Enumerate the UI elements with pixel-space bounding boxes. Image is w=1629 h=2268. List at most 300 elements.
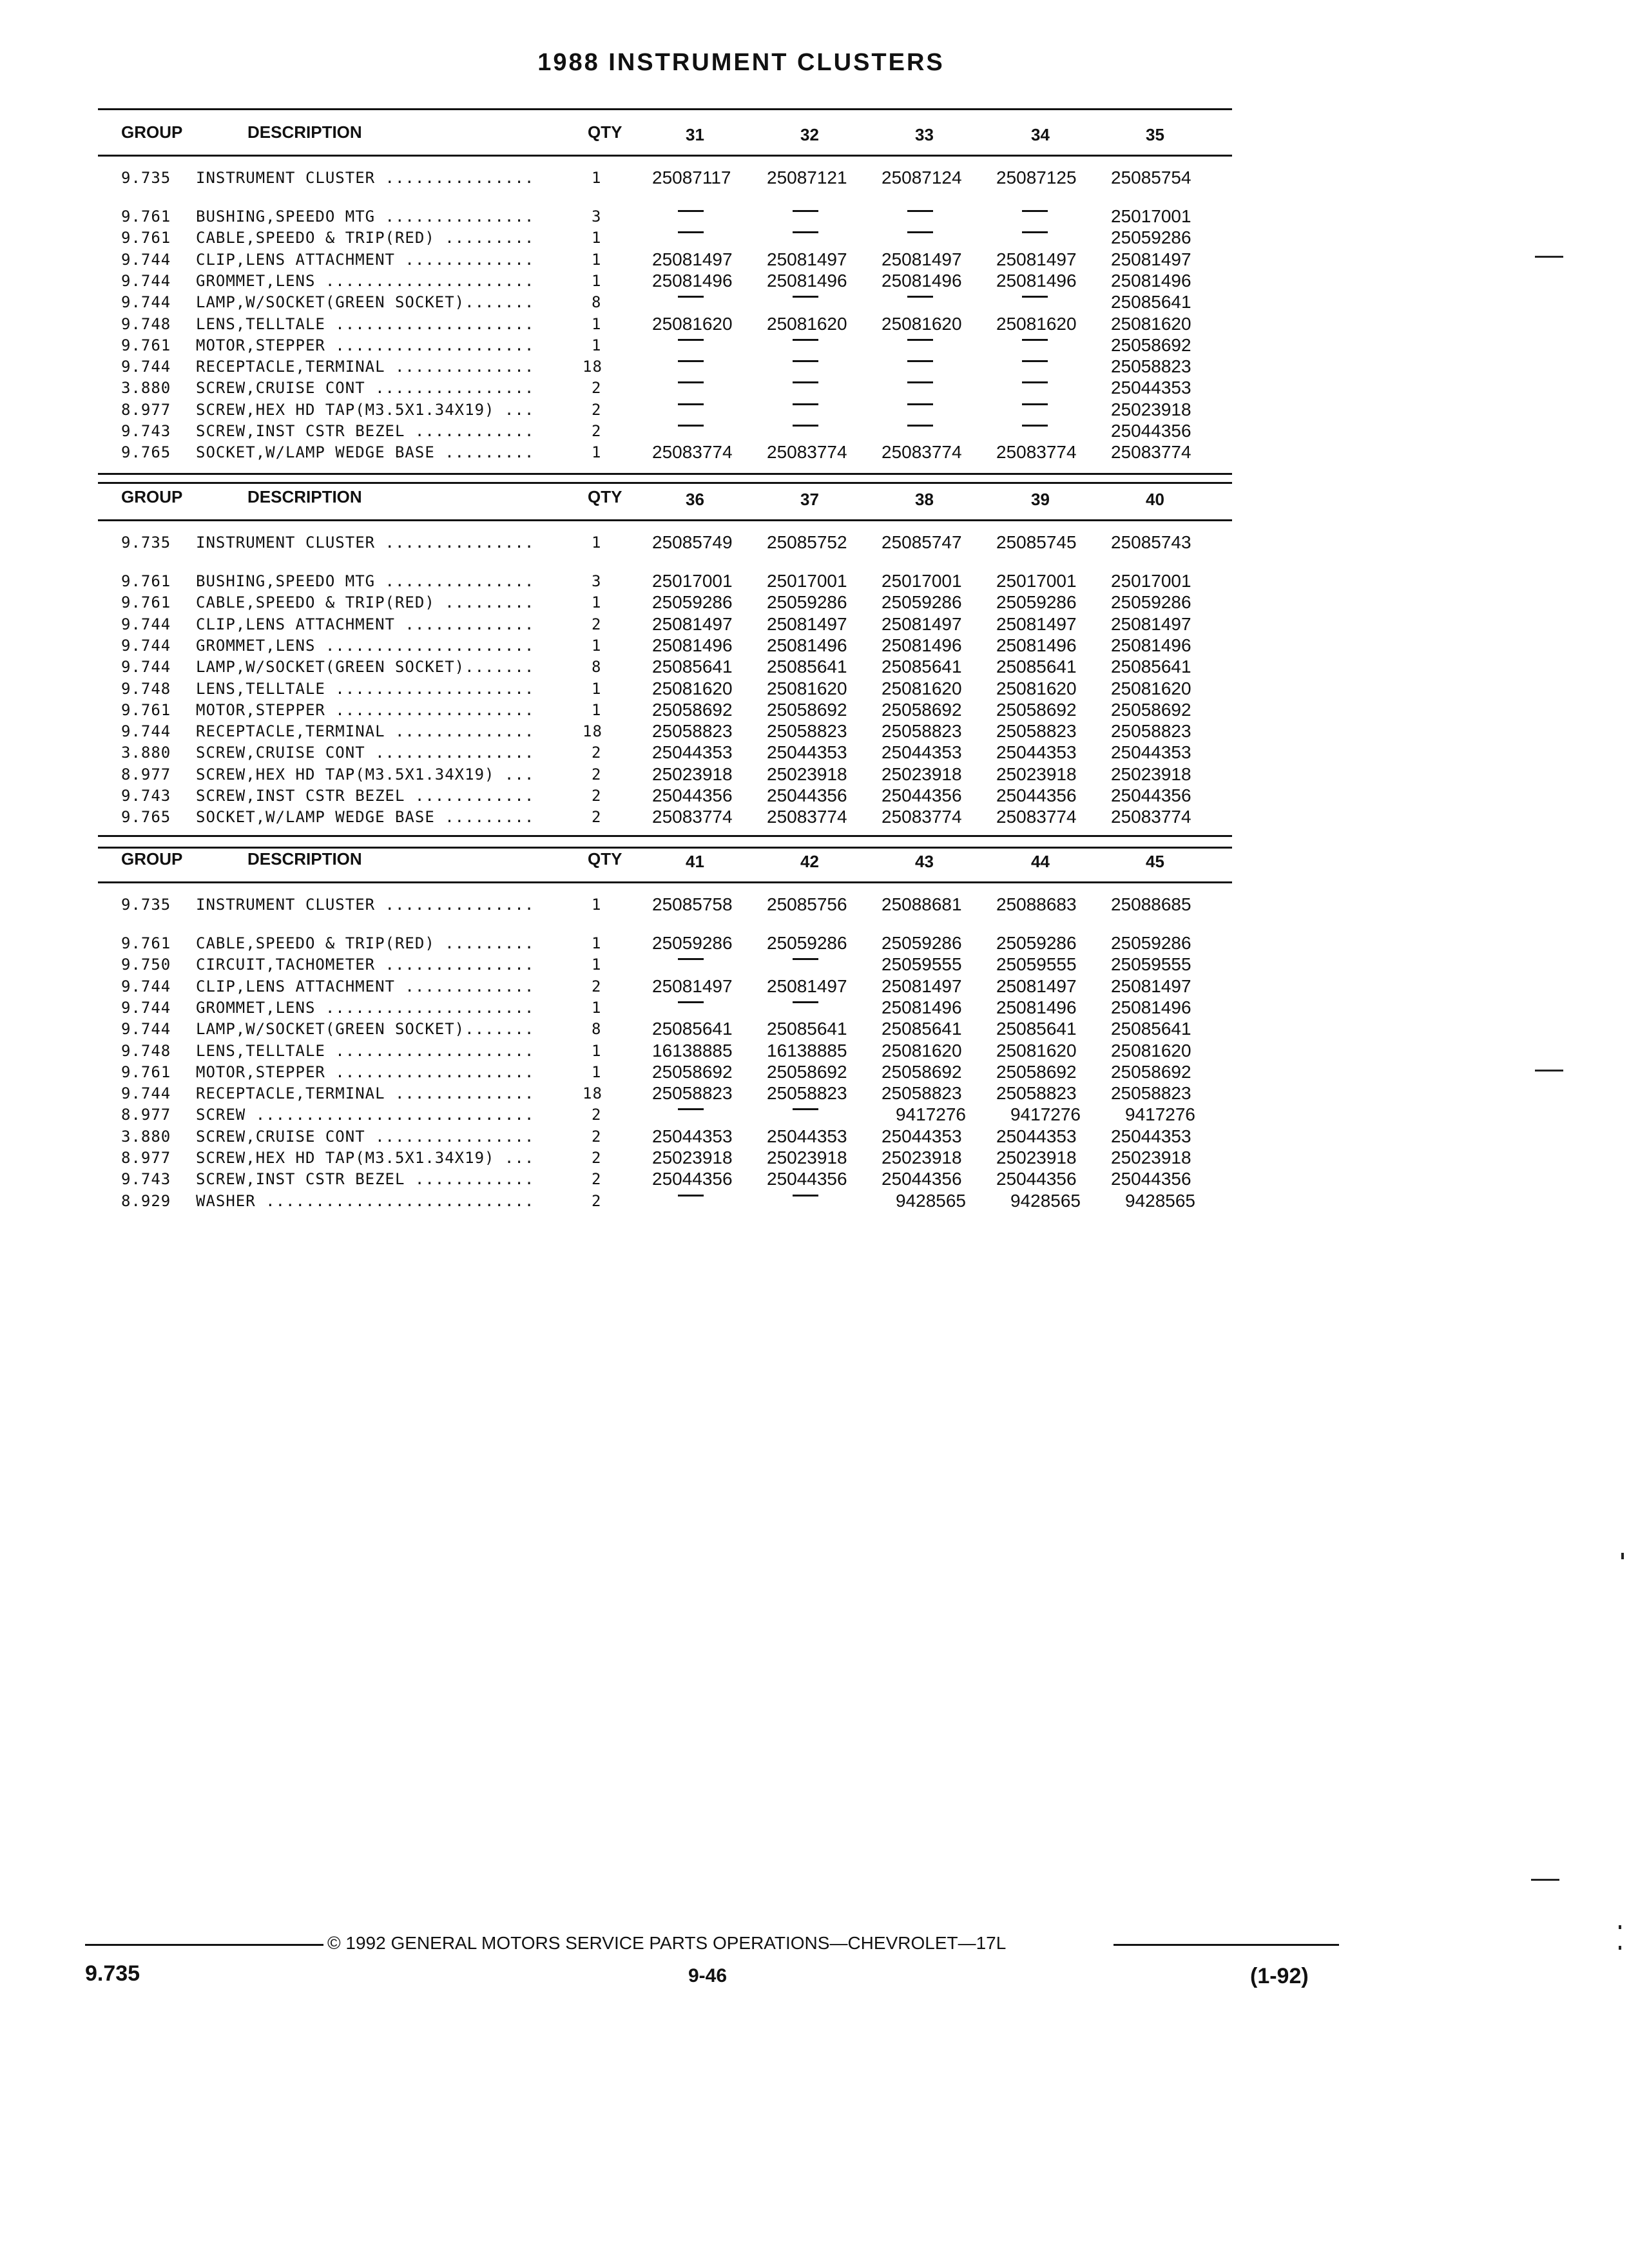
row-description: SCREW,HEX HD TAP(M3.5X1.34X19) ... xyxy=(196,400,535,419)
row-qty: 1 xyxy=(592,169,602,187)
part-number: 25044353 xyxy=(1111,378,1191,398)
row-qty: 1 xyxy=(592,636,602,655)
header-model-column: 41 xyxy=(686,852,704,871)
part-number: 25059286 xyxy=(996,592,1077,613)
part-number: 25081496 xyxy=(1111,997,1191,1017)
header-top-rule xyxy=(98,835,1232,837)
row-description: LAMP,W/SOCKET(GREEN SOCKET)....... xyxy=(196,658,535,677)
part-number: 25044353 xyxy=(767,1126,847,1146)
part-number: 25058823 xyxy=(1111,721,1191,742)
row-group: 9.744 xyxy=(121,722,171,741)
part-number: 9417276 xyxy=(1010,1104,1081,1125)
row-description: SCREW,INST CSTR BEZEL ............ xyxy=(196,422,535,440)
parts-table-section xyxy=(98,108,1232,465)
row-qty: 1 xyxy=(592,314,602,333)
part-number: 25083774 xyxy=(1111,807,1191,827)
not-applicable-dash xyxy=(907,339,933,341)
row-group: 9.761 xyxy=(121,207,171,226)
part-number: 25081496 xyxy=(767,270,847,291)
part-number: 25044353 xyxy=(767,742,847,763)
footer-rule-left xyxy=(85,1944,323,1946)
row-group: 8.977 xyxy=(121,765,171,783)
footer-date-code: (1-92) xyxy=(1250,1964,1309,1988)
scan-mark xyxy=(1621,1553,1624,1559)
part-number: 25081620 xyxy=(996,1040,1077,1061)
row-group: 9.765 xyxy=(121,808,171,827)
row-qty: 2 xyxy=(592,1149,602,1167)
header-bottom-rule xyxy=(98,155,1232,157)
row-group: 9.761 xyxy=(121,700,171,719)
part-number: 25081620 xyxy=(1111,313,1191,334)
part-number: 25083774 xyxy=(767,807,847,827)
scan-mark xyxy=(1619,1925,1621,1929)
part-number: 25087124 xyxy=(882,168,962,187)
not-applicable-dash xyxy=(678,425,704,427)
part-number: 25087125 xyxy=(996,168,1077,187)
not-applicable-dash xyxy=(907,425,933,427)
part-number: 25059286 xyxy=(767,933,847,953)
row-qty: 2 xyxy=(592,1127,602,1146)
part-number: 25058692 xyxy=(882,699,962,720)
part-number: 25085758 xyxy=(652,894,733,914)
part-number: 25059555 xyxy=(882,954,962,975)
row-qty: 18 xyxy=(583,358,602,376)
part-number: 25058823 xyxy=(767,1083,847,1104)
row-group: 9.744 xyxy=(121,250,171,269)
part-number: 25044356 xyxy=(996,1169,1077,1189)
part-number: 25085747 xyxy=(882,532,962,552)
part-number: 25085641 xyxy=(882,1019,962,1039)
part-number: 25081496 xyxy=(996,997,1077,1017)
row-description: MOTOR,STEPPER .................... xyxy=(196,336,535,354)
part-number: 25058823 xyxy=(652,1083,733,1104)
part-number: 25058823 xyxy=(996,721,1077,742)
not-applicable-dash xyxy=(1022,381,1048,383)
row-group: 9.761 xyxy=(121,336,171,354)
row-group: 9.743 xyxy=(121,787,171,805)
part-number: 25023918 xyxy=(652,1148,733,1168)
part-number: 25081497 xyxy=(996,613,1077,634)
scan-mark xyxy=(1535,256,1563,258)
part-number: 25081620 xyxy=(882,313,962,334)
part-number: 16138885 xyxy=(652,1040,733,1061)
not-applicable-dash xyxy=(907,231,933,233)
row-qty: 1 xyxy=(592,700,602,719)
header-model-column: 32 xyxy=(800,125,819,144)
not-applicable-dash xyxy=(678,296,704,298)
part-number: 25081620 xyxy=(767,313,847,334)
header-description: DESCRIPTION xyxy=(247,122,362,142)
header-model-column: 42 xyxy=(800,852,819,871)
part-number: 25085641 xyxy=(1111,1019,1191,1039)
not-applicable-dash xyxy=(907,381,933,383)
part-number: 25081496 xyxy=(1111,270,1191,291)
part-number: 25058692 xyxy=(882,1061,962,1082)
part-number: 25081496 xyxy=(882,997,962,1017)
row-group: 9.735 xyxy=(121,896,171,914)
part-number: 25044353 xyxy=(996,1126,1077,1146)
part-number: 25083774 xyxy=(1111,442,1191,463)
row-group: 9.761 xyxy=(121,1062,171,1081)
part-number: 9428565 xyxy=(896,1190,967,1211)
row-qty: 2 xyxy=(592,615,602,633)
part-number: 9428565 xyxy=(1010,1190,1081,1211)
row-group: 8.929 xyxy=(121,1191,171,1210)
part-number: 25081497 xyxy=(1111,249,1191,269)
not-applicable-dash xyxy=(678,231,704,233)
row-description: GROMMET,LENS ..................... xyxy=(196,271,535,290)
not-applicable-dash xyxy=(793,1001,818,1003)
part-number: 25023918 xyxy=(996,1148,1077,1168)
part-number: 25085749 xyxy=(652,532,733,552)
row-qty: 2 xyxy=(592,1106,602,1124)
part-number: 25059286 xyxy=(1111,933,1191,953)
not-applicable-dash xyxy=(793,958,818,960)
part-number: 25044356 xyxy=(1111,1169,1191,1189)
row-qty: 1 xyxy=(592,229,602,247)
row-description: SCREW,CRUISE CONT ................ xyxy=(196,1127,535,1146)
part-number: 25081497 xyxy=(652,975,733,996)
row-qty: 1 xyxy=(592,679,602,698)
part-number: 25085641 xyxy=(996,657,1077,677)
row-group: 8.977 xyxy=(121,1106,171,1124)
part-number: 25044356 xyxy=(767,1169,847,1189)
part-number: 25044353 xyxy=(1111,742,1191,763)
row-qty: 8 xyxy=(592,658,602,677)
row-group: 9.761 xyxy=(121,229,171,247)
part-number: 25085641 xyxy=(1111,657,1191,677)
part-number: 25058692 xyxy=(767,1061,847,1082)
header-model-column: 38 xyxy=(915,490,934,509)
part-number: 25058823 xyxy=(882,721,962,742)
row-description: LENS,TELLTALE .................... xyxy=(196,1041,535,1060)
part-number: 25058692 xyxy=(1111,1061,1191,1082)
part-number: 25059286 xyxy=(652,933,733,953)
header-model-column: 40 xyxy=(1146,490,1164,509)
part-number: 25044356 xyxy=(1111,785,1191,805)
not-applicable-dash xyxy=(1022,210,1048,212)
row-group: 9.744 xyxy=(121,1084,171,1103)
part-number: 25081496 xyxy=(882,635,962,655)
header-bottom-rule xyxy=(98,881,1232,883)
not-applicable-dash xyxy=(907,403,933,405)
row-description: CIRCUIT,TACHOMETER ............... xyxy=(196,956,535,974)
part-number: 25058823 xyxy=(652,721,733,742)
row-group: 9.744 xyxy=(121,998,171,1017)
row-qty: 1 xyxy=(592,533,602,552)
not-applicable-dash xyxy=(1022,403,1048,405)
row-group: 9.748 xyxy=(121,679,171,698)
row-group: 9.744 xyxy=(121,977,171,995)
not-applicable-dash xyxy=(678,403,704,405)
not-applicable-dash xyxy=(1022,231,1048,233)
row-qty: 1 xyxy=(592,1041,602,1060)
footer-rule-right xyxy=(1113,1944,1339,1946)
row-description: LENS,TELLTALE .................... xyxy=(196,679,535,698)
part-number: 25081497 xyxy=(882,613,962,634)
row-group: 9.744 xyxy=(121,293,171,312)
header-model-column: 43 xyxy=(915,852,934,871)
scan-mark xyxy=(1535,1070,1563,1072)
part-number: 25081496 xyxy=(652,270,733,291)
row-description: MOTOR,STEPPER .................... xyxy=(196,700,535,719)
part-number: 25083774 xyxy=(882,807,962,827)
header-model-column: 35 xyxy=(1146,125,1164,144)
row-qty: 1 xyxy=(592,934,602,952)
row-description: INSTRUMENT CLUSTER ............... xyxy=(196,169,535,187)
row-description: RECEPTACLE,TERMINAL .............. xyxy=(196,722,535,741)
part-number: 25085756 xyxy=(767,894,847,914)
part-number: 25081496 xyxy=(996,270,1077,291)
part-number: 25081620 xyxy=(652,313,733,334)
row-group: 9.748 xyxy=(121,1041,171,1060)
part-number: 25081497 xyxy=(652,613,733,634)
part-number: 25087121 xyxy=(767,168,847,187)
not-applicable-dash xyxy=(793,381,818,383)
not-applicable-dash xyxy=(1022,296,1048,298)
part-number: 25085641 xyxy=(767,657,847,677)
part-number: 25085752 xyxy=(767,532,847,552)
row-description: INSTRUMENT CLUSTER ............... xyxy=(196,896,535,914)
row-group: 9.744 xyxy=(121,658,171,677)
part-number: 25085754 xyxy=(1111,168,1191,187)
scan-mark xyxy=(1619,1946,1621,1950)
row-qty: 1 xyxy=(592,998,602,1017)
row-description: CABLE,SPEEDO & TRIP(RED) ......... xyxy=(196,934,535,952)
part-number: 25081497 xyxy=(996,975,1077,996)
part-number: 25044353 xyxy=(882,1126,962,1146)
row-description: CLIP,LENS ATTACHMENT ............. xyxy=(196,977,535,995)
header-model-column: 33 xyxy=(915,125,934,144)
row-group: 9.761 xyxy=(121,572,171,590)
header-description: DESCRIPTION xyxy=(247,849,362,869)
part-number: 25058692 xyxy=(767,699,847,720)
part-number: 25085641 xyxy=(882,657,962,677)
not-applicable-dash xyxy=(793,339,818,341)
part-number: 25083774 xyxy=(996,807,1077,827)
part-number: 25023918 xyxy=(1111,399,1191,419)
row-group: 9.744 xyxy=(121,358,171,376)
header-top-rule xyxy=(98,473,1232,475)
part-number: 25085641 xyxy=(652,1019,733,1039)
part-number: 25081620 xyxy=(1111,678,1191,698)
header-model-column: 36 xyxy=(686,490,704,509)
part-number: 25058692 xyxy=(1111,699,1191,720)
row-group: 9.761 xyxy=(121,593,171,612)
part-number: 25085641 xyxy=(996,1019,1077,1039)
header-group: GROUP xyxy=(121,849,183,869)
header-model-column: 39 xyxy=(1031,490,1050,509)
not-applicable-dash xyxy=(793,425,818,427)
not-applicable-dash xyxy=(1022,339,1048,341)
not-applicable-dash xyxy=(793,296,818,298)
not-applicable-dash xyxy=(907,296,933,298)
part-number: 25081620 xyxy=(996,678,1077,698)
row-description: BUSHING,SPEEDO MTG ............... xyxy=(196,207,535,226)
part-number: 25023918 xyxy=(996,764,1077,784)
part-number: 25081497 xyxy=(882,249,962,269)
not-applicable-dash xyxy=(678,381,704,383)
part-number: 25081620 xyxy=(996,313,1077,334)
part-number: 25044356 xyxy=(882,1169,962,1189)
part-number: 25085641 xyxy=(652,657,733,677)
row-description: INSTRUMENT CLUSTER ............... xyxy=(196,533,535,552)
row-qty: 1 xyxy=(592,443,602,462)
row-description: SCREW,INST CSTR BEZEL ............ xyxy=(196,787,535,805)
row-description: SCREW,INST CSTR BEZEL ............ xyxy=(196,1170,535,1189)
part-number: 25081497 xyxy=(652,249,733,269)
row-qty: 2 xyxy=(592,400,602,419)
part-number: 25044353 xyxy=(882,742,962,763)
row-qty: 1 xyxy=(592,1062,602,1081)
part-number: 25081497 xyxy=(882,975,962,996)
not-applicable-dash xyxy=(793,1108,818,1110)
row-description: LAMP,W/SOCKET(GREEN SOCKET)....... xyxy=(196,1020,535,1039)
row-description: SCREW,CRUISE CONT ................ xyxy=(196,744,535,762)
row-qty: 2 xyxy=(592,977,602,995)
row-qty: 3 xyxy=(592,207,602,226)
part-number: 25085743 xyxy=(1111,532,1191,552)
part-number: 25059286 xyxy=(882,933,962,953)
page-title: 1988 INSTRUMENT CLUSTERS xyxy=(537,49,945,76)
part-number: 25058692 xyxy=(996,1061,1077,1082)
part-number: 25081620 xyxy=(882,678,962,698)
part-number: 25088683 xyxy=(996,894,1077,914)
row-qty: 8 xyxy=(592,293,602,312)
part-number: 25059286 xyxy=(1111,227,1191,248)
row-description: WASHER ........................... xyxy=(196,1191,535,1210)
part-number: 25023918 xyxy=(1111,764,1191,784)
part-number: 25058823 xyxy=(1111,356,1191,377)
part-number: 25044356 xyxy=(996,785,1077,805)
row-qty: 1 xyxy=(592,956,602,974)
part-number: 25017001 xyxy=(767,571,847,591)
row-group: 9.744 xyxy=(121,636,171,655)
header-model-column: 44 xyxy=(1031,852,1050,871)
part-number: 25044353 xyxy=(652,742,733,763)
row-qty: 1 xyxy=(592,271,602,290)
part-number: 25044353 xyxy=(996,742,1077,763)
not-applicable-dash xyxy=(793,403,818,405)
row-qty: 2 xyxy=(592,744,602,762)
row-qty: 18 xyxy=(583,722,602,741)
row-group: 9.735 xyxy=(121,169,171,187)
part-number: 25083774 xyxy=(996,442,1077,463)
not-applicable-dash xyxy=(678,210,704,212)
footer-page-number: 9-46 xyxy=(688,1965,728,1986)
part-number: 25017001 xyxy=(652,571,733,591)
part-number: 25081620 xyxy=(767,678,847,698)
row-group: 9.744 xyxy=(121,271,171,290)
not-applicable-dash xyxy=(678,1108,704,1110)
part-number: 25044353 xyxy=(1111,1126,1191,1146)
row-qty: 2 xyxy=(592,787,602,805)
part-number: 25059286 xyxy=(652,592,733,613)
parts-table-section xyxy=(98,835,1232,1213)
row-description: LENS,TELLTALE .................... xyxy=(196,314,535,333)
row-description: SCREW,HEX HD TAP(M3.5X1.34X19) ... xyxy=(196,765,535,783)
footer-copyright: © 1992 GENERAL MOTORS SERVICE PARTS OPERATIONS—CHEVROLET—17L xyxy=(327,1933,1007,1953)
part-number: 25059286 xyxy=(767,592,847,613)
part-number: 25081496 xyxy=(652,635,733,655)
header-bottom-rule xyxy=(98,519,1232,521)
part-number: 25058692 xyxy=(996,699,1077,720)
row-description: RECEPTACLE,TERMINAL .............. xyxy=(196,358,535,376)
row-group: 9.743 xyxy=(121,1170,171,1189)
part-number: 16138885 xyxy=(767,1040,847,1061)
not-applicable-dash xyxy=(678,360,704,362)
header-top-rule xyxy=(98,108,1232,110)
row-qty: 2 xyxy=(592,1170,602,1189)
part-number: 25044356 xyxy=(652,1169,733,1189)
part-number: 25085641 xyxy=(1111,292,1191,312)
part-number: 25044356 xyxy=(882,785,962,805)
not-applicable-dash xyxy=(793,1195,818,1196)
part-number: 25058823 xyxy=(996,1083,1077,1104)
part-number: 25044356 xyxy=(652,785,733,805)
row-description: CLIP,LENS ATTACHMENT ............. xyxy=(196,250,535,269)
row-description: CABLE,SPEEDO & TRIP(RED) ......... xyxy=(196,229,535,247)
row-qty: 2 xyxy=(592,379,602,398)
row-group: 8.977 xyxy=(121,1149,171,1167)
part-number: 25044353 xyxy=(652,1126,733,1146)
row-group: 8.977 xyxy=(121,400,171,419)
part-number: 25088685 xyxy=(1111,894,1191,914)
part-number: 25059555 xyxy=(996,954,1077,975)
part-number: 25023918 xyxy=(652,764,733,784)
part-number: 25083774 xyxy=(652,807,733,827)
part-number: 25088681 xyxy=(882,894,962,914)
part-number: 25017001 xyxy=(996,571,1077,591)
header-model-column: 34 xyxy=(1031,125,1050,144)
part-number: 25023918 xyxy=(882,1148,962,1168)
part-number: 25081496 xyxy=(767,635,847,655)
part-number: 25059555 xyxy=(1111,954,1191,975)
row-group: 9.735 xyxy=(121,533,171,552)
part-number: 25083774 xyxy=(767,442,847,463)
row-description: CABLE,SPEEDO & TRIP(RED) ......... xyxy=(196,593,535,612)
row-description: BUSHING,SPEEDO MTG ............... xyxy=(196,572,535,590)
footer-group-number: 9.735 xyxy=(85,1961,140,1986)
part-number: 25058823 xyxy=(1111,1083,1191,1104)
header-model-column: 37 xyxy=(800,490,819,509)
part-number: 25081620 xyxy=(1111,1040,1191,1061)
row-qty: 1 xyxy=(592,336,602,354)
part-number: 25017001 xyxy=(1111,206,1191,226)
part-number: 25081496 xyxy=(1111,635,1191,655)
part-number: 25085641 xyxy=(767,1019,847,1039)
row-group: 9.750 xyxy=(121,956,171,974)
part-number: 25081497 xyxy=(996,249,1077,269)
part-number: 25081497 xyxy=(1111,613,1191,634)
row-qty: 3 xyxy=(592,572,602,590)
row-qty: 2 xyxy=(592,422,602,440)
row-qty: 1 xyxy=(592,896,602,914)
row-qty: 2 xyxy=(592,808,602,827)
row-group: 9.748 xyxy=(121,314,171,333)
row-group: 9.744 xyxy=(121,615,171,633)
part-number: 25081496 xyxy=(996,635,1077,655)
part-number: 25023918 xyxy=(1111,1148,1191,1168)
part-number: 25085745 xyxy=(996,532,1077,552)
part-number: 25058823 xyxy=(882,1083,962,1104)
header-group: GROUP xyxy=(121,487,183,506)
part-number: 25081497 xyxy=(767,975,847,996)
part-number: 25023918 xyxy=(767,764,847,784)
part-number: 25058692 xyxy=(1111,334,1191,355)
row-description: GROMMET,LENS ..................... xyxy=(196,636,535,655)
header-qty: QTY xyxy=(588,122,622,142)
